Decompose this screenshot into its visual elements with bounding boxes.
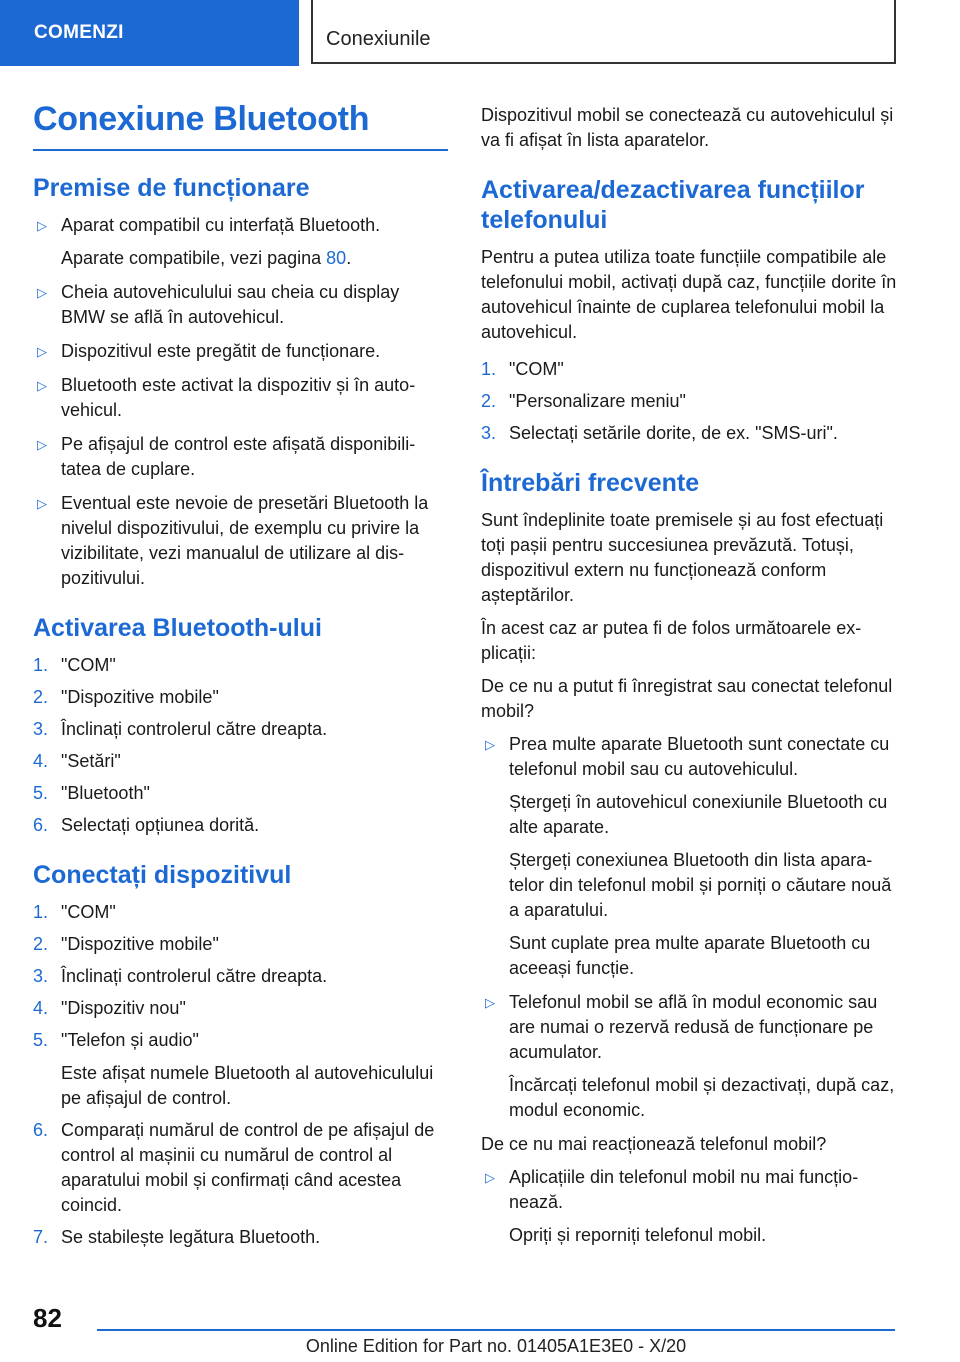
right-column xyxy=(481,103,897,1257)
page-title: Conexiune Bluetooth xyxy=(33,100,448,151)
list-item: ▷ Telefonul mobil se află în modul economic sau are numai o rezervă redusă de funcționare pe acumulator. Încărcați telefonul mobil și dezactivați, după caz, modul economic. xyxy=(481,990,897,1123)
footer-rule xyxy=(97,1329,895,1331)
list-item: ▷ Aparat compatibil cu interfață Bluetooth. Aparate compatibile, vezi pagina 80. xyxy=(33,213,448,271)
faq-paragraph: Sunt îndeplinite toate premisele și au fost efectuați toți pașii pentru succesiunea prevăzută. Totuși, dispozitivul extern nu funcționează conform așteptărilor. xyxy=(481,510,884,605)
step-item: 1. "COM" xyxy=(33,902,116,922)
step-item: 3. Înclinați controlerul către dreapta. xyxy=(33,966,328,986)
triangle-bullet-icon: ▷ xyxy=(37,437,47,452)
step-item: 6. Selectați opțiunea dorită. xyxy=(33,815,260,835)
list-item: ▷ Pe afișajul de control este afișată disponibilitatea de cuplare. xyxy=(37,434,416,479)
step-item: 2. "Personalizare meniu" xyxy=(481,391,686,411)
functions-steps xyxy=(481,357,897,446)
edition-note: Online Edition for Part no. 01405A1E3E0 - X/20 xyxy=(305,1336,687,1356)
list-item: ▷ Prea multe aparate Bluetooth sunt conectate cu telefonul mobil sau cu autovehiculul. Ștergeți în autovehicul conexiunile Bluetooth cu alte aparate. Ștergeți conexiunea Bluetooth din lista aparatelor din telefonul mobil și porniți o căutare nouă a aparatului. Sunt cuplate prea multe aparate Bluetooth cu aceeași funcție. xyxy=(481,732,897,981)
step-item: 4. "Dispozitiv nou" xyxy=(33,998,186,1018)
intro-paragraph: Dispozitivul mobil se conectează cu autovehiculul și va fi afișat în lista aparatelor. xyxy=(481,105,894,150)
triangle-bullet-icon: ▷ xyxy=(37,378,47,393)
sub-note: Este afișat numele Bluetooth al autovehiculului pe afișajul de control. xyxy=(61,1063,434,1108)
faq-question: De ce nu mai reacționează telefonul mobil? xyxy=(481,1134,827,1154)
step-item: 3. Selectați setările dorite, de ex. "SMS-uri". xyxy=(481,423,838,443)
triangle-bullet-icon: ▷ xyxy=(485,995,495,1010)
faq-question: De ce nu a putut fi înregistrat sau conectat telefonul mobil? xyxy=(481,676,893,721)
chapter-title: Conexiunile xyxy=(326,28,431,50)
step-item: 6. Comparați numărul de control de pe afișajul de control al mașinii cu numărul de control al aparatului mobil și confirmați când acestea coincid. xyxy=(33,1120,435,1215)
functions-paragraph: Pentru a putea utiliza toate funcțiile compatibile ale telefonului mobil, activați după caz, funcțiile dorite în autovehicul înainte de cuplarea telefonului mobil la autovehicul. xyxy=(481,247,897,342)
sub-note: Opriți și reporniți telefonul mobil. xyxy=(509,1225,767,1245)
step-item: 1. "COM" xyxy=(481,359,564,379)
page-link[interactable]: 80 xyxy=(326,248,347,268)
triangle-bullet-icon: ▷ xyxy=(37,285,47,300)
step-item: 4. "Setări" xyxy=(33,751,121,771)
list-item: ▷ Eventual este nevoie de presetări Bluetooth la nivelul dispozitivului, de exemplu cu privire la vizibilitate, vezi manualul de utilizare al dispozitivului. xyxy=(37,493,429,588)
page-header xyxy=(0,0,960,66)
faq-paragraph: În acest caz ar putea fi de folos următoarele explicații: xyxy=(481,618,862,663)
step-item: 1. "COM" xyxy=(33,655,116,675)
connect-heading: Conectați dispozitivul xyxy=(33,861,292,889)
list-item: ▷ Aplicațiile din telefonul mobil nu mai funcționează. Opriți și reporniți telefonul mobil. xyxy=(481,1165,897,1248)
activate-steps xyxy=(33,653,448,838)
list-item: ▷ Bluetooth este activat la dispozitiv și în autovehicul. xyxy=(37,375,416,420)
functions-heading: Activarea/dezactivarea funcțiilor telefonului xyxy=(481,176,865,234)
sub-note: Sunt cuplate prea multe aparate Bluetooth cu aceeași funcție. xyxy=(509,933,871,978)
faq-answers xyxy=(481,732,897,1123)
left-column xyxy=(33,100,448,1257)
triangle-bullet-icon: ▷ xyxy=(37,218,47,233)
step-item: 2. "Dispozitive mobile" xyxy=(33,687,219,707)
sub-note: Încărcați telefonul mobil și dezactivați, după caz, modul economic. xyxy=(509,1075,895,1120)
step-item: 2. "Dispozitive mobile" xyxy=(33,934,219,954)
triangle-bullet-icon: ▷ xyxy=(485,737,495,752)
step-item: 3. Înclinați controlerul către dreapta. xyxy=(33,719,328,739)
activate-heading: Activarea Bluetooth-ului xyxy=(33,614,322,642)
prereq-heading: Premise de funcționare xyxy=(33,174,310,202)
list-item: ▷ Dispozitivul este pregătit de funcționare. xyxy=(33,339,448,364)
faq-heading: Întrebări frecvente xyxy=(481,469,700,497)
connect-steps xyxy=(33,900,448,1250)
sub-note: Ștergeți în autovehicul conexiunile Bluetooth cu alte aparate. xyxy=(509,792,888,837)
list-item: ▷ Cheia autovehiculului sau cheia cu display BMW se află în autovehicul. xyxy=(37,282,400,327)
triangle-bullet-icon: ▷ xyxy=(485,1170,495,1185)
step-item: 5. "Telefon și audio" Este afișat numele Bluetooth al autovehiculului pe afișajul de control. xyxy=(33,1028,448,1111)
triangle-bullet-icon: ▷ xyxy=(37,344,47,359)
faq-answers xyxy=(481,1165,897,1248)
triangle-bullet-icon: ▷ xyxy=(37,496,47,511)
step-item: 7. Se stabilește legătura Bluetooth. xyxy=(33,1227,321,1247)
sub-note: Ștergeți conexiunea Bluetooth din lista aparatelor din telefonul mobil și porniți o căutare nouă a aparatului. xyxy=(509,850,892,920)
section-tab: COMENZI xyxy=(0,0,299,66)
page-number: 82 xyxy=(33,1303,62,1333)
prereq-list xyxy=(33,213,448,591)
step-item: 5. "Bluetooth" xyxy=(33,783,150,803)
sub-note: Aparate compatibile, vezi pagina 80. xyxy=(61,248,352,268)
